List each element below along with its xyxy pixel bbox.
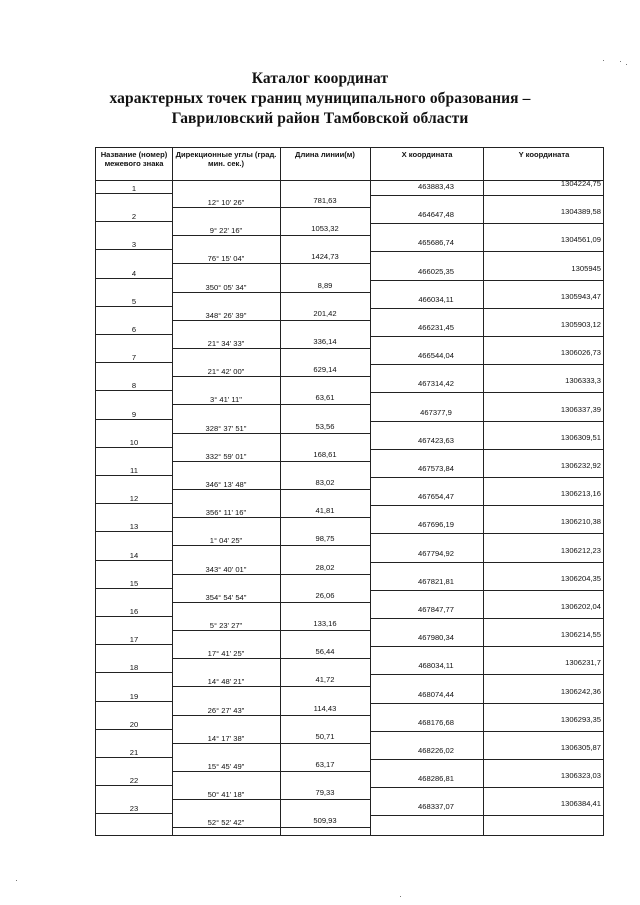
row-divider [96, 560, 172, 561]
line-length-value: 336,14 [313, 337, 337, 346]
row-divider [370, 533, 603, 534]
header-x-coordinate: X координата [401, 150, 453, 159]
y-coordinate-value: 1305945 [571, 263, 601, 273]
row-divider [370, 392, 603, 393]
direction-angle-value: 12° 10' 26" [207, 198, 245, 207]
y-coordinate-value: 1306309,51 [560, 432, 601, 442]
x-coordinate-value: 466025,35 [418, 266, 454, 276]
y-coordinate-value: 1306210,38 [560, 517, 601, 527]
row-divider [96, 644, 172, 645]
row-divider [96, 531, 172, 532]
row-divider [96, 672, 172, 673]
direction-angle-value: 50° 41' 18" [207, 790, 245, 800]
direction-angle-value: 9° 22' 16" [209, 226, 243, 236]
line-length-value: 201,42 [313, 308, 337, 318]
table-header-row [96, 148, 603, 181]
direction-angle-value: 346° 13' 48" [205, 480, 247, 489]
y-coordinate-value: 1306213,16 [560, 489, 601, 499]
row-divider [96, 475, 172, 476]
row-divider [172, 715, 370, 716]
direction-angle-value: 1° 04' 25" [209, 536, 243, 546]
point-number: 8 [131, 381, 137, 391]
direction-angle-value: 350° 05' 34" [205, 282, 247, 292]
row-divider [96, 306, 172, 307]
column-divider [172, 148, 173, 835]
point-number: 23 [129, 804, 139, 814]
row-divider [172, 827, 370, 828]
direction-angle-value: 76° 15' 04" [207, 254, 245, 264]
line-length-value: 8,89 [317, 280, 333, 290]
line-length-value: 41,72 [315, 675, 335, 685]
line-length-value: 63,61 [315, 393, 335, 403]
row-divider [172, 574, 370, 575]
x-coordinate-value: 467794,92 [418, 548, 454, 558]
point-number: 2 [131, 212, 137, 222]
row-divider [96, 419, 172, 420]
y-coordinate-value: 1305943,47 [560, 291, 601, 301]
row-divider [96, 616, 172, 617]
point-number: 4 [131, 268, 137, 278]
point-number: 21 [129, 748, 139, 757]
direction-angle-value: 14° 17' 38" [207, 733, 245, 743]
x-coordinate-value: 467821,81 [418, 576, 454, 586]
y-coordinate-value: 1306384,41 [560, 799, 601, 809]
row-divider [370, 308, 603, 309]
point-number: 3 [131, 240, 137, 250]
point-number: 14 [129, 550, 139, 560]
row-divider [172, 292, 370, 293]
x-coordinate-value: 466034,11 [418, 294, 454, 304]
row-divider [370, 251, 603, 252]
direction-angle-value: 328° 37' 51" [205, 423, 247, 433]
point-number: 5 [131, 296, 137, 306]
row-divider [172, 348, 370, 349]
row-divider [172, 263, 370, 264]
x-coordinate-value: 467423,63 [418, 435, 454, 445]
direction-angle-value: 17° 41' 25" [207, 649, 245, 659]
row-divider [370, 759, 603, 760]
row-divider [370, 280, 603, 281]
y-coordinate-value: 1306232,92 [560, 461, 601, 470]
row-divider [172, 207, 370, 208]
row-divider [370, 505, 603, 506]
row-divider [172, 433, 370, 434]
x-coordinate-value: 468176,68 [418, 717, 454, 727]
row-divider [370, 646, 603, 647]
x-coordinate-value: 467847,77 [418, 605, 454, 614]
line-length-value: 53,56 [315, 421, 335, 431]
row-divider [172, 545, 370, 546]
point-number: 18 [129, 663, 139, 673]
y-coordinate-value: 1306337,39 [560, 404, 601, 414]
x-coordinate-value: 468337,07 [418, 802, 454, 812]
row-divider [172, 404, 370, 405]
direction-angle-value: 15° 45' 49" [207, 762, 245, 771]
x-coordinate-value: 468226,02 [418, 746, 454, 755]
scan-speck [603, 60, 604, 61]
line-length-value: 114,43 [313, 703, 337, 713]
row-divider [370, 477, 603, 478]
row-divider [370, 449, 603, 450]
point-number: 7 [131, 353, 137, 363]
y-coordinate-value: 1306214,55 [560, 630, 601, 640]
row-divider [172, 489, 370, 490]
point-number: 15 [129, 578, 139, 588]
line-length-value: 133,16 [313, 619, 337, 628]
row-divider [370, 787, 603, 788]
line-length-value: 781,63 [313, 196, 337, 205]
direction-angle-value: 3° 41' 11" [210, 395, 242, 405]
row-divider [172, 799, 370, 800]
x-coordinate-value: 468074,44 [418, 689, 454, 699]
x-coordinate-value: 463883,43 [418, 182, 454, 191]
line-length-value: 1424,73 [311, 252, 339, 262]
row-divider [96, 757, 172, 758]
row-divider [172, 235, 370, 236]
y-coordinate-value: 1304389,58 [560, 207, 601, 217]
row-divider [96, 221, 172, 222]
y-coordinate-value: 1306333,3 [565, 376, 601, 386]
x-coordinate-value: 467377,9 [420, 407, 452, 417]
point-number: 6 [131, 325, 137, 334]
direction-angle-value: 21° 42' 00" [207, 367, 245, 377]
direction-angle-value: 354° 54' 54" [205, 592, 247, 602]
y-coordinate-value: 1306204,35 [560, 573, 601, 583]
row-divider [370, 731, 603, 732]
line-length-value: 28,02 [315, 562, 335, 572]
title-line-2: характерных точек границ муниципального образования – [109, 90, 531, 107]
point-number: 16 [129, 607, 139, 616]
row-divider [370, 674, 603, 675]
line-length-value: 83,02 [315, 478, 335, 487]
row-divider [172, 630, 370, 631]
point-number: 19 [129, 691, 139, 701]
row-divider [96, 588, 172, 589]
line-length-value: 509,93 [313, 816, 337, 826]
direction-angle-value: 348° 26' 39" [205, 310, 247, 320]
row-divider [370, 364, 603, 365]
line-length-value: 41,81 [315, 506, 335, 516]
y-coordinate-value: 1306202,04 [560, 602, 601, 611]
header-y-coordinate: Y координата [518, 150, 570, 159]
row-divider [172, 376, 370, 377]
y-coordinate-value: 1304561,09 [560, 235, 601, 245]
line-length-value: 629,14 [313, 365, 337, 375]
row-divider [172, 517, 370, 518]
row-divider [172, 320, 370, 321]
line-length-value: 56,44 [315, 647, 335, 657]
header-direction-angle: Дирекционные углы (град. мин. сек.) [175, 150, 277, 168]
y-coordinate-value: 1304224,75 [560, 179, 601, 188]
row-divider [96, 447, 172, 448]
row-divider [96, 503, 172, 504]
point-number: 20 [129, 719, 139, 729]
x-coordinate-value: 466544,04 [418, 351, 454, 361]
direction-angle-value: 14° 48' 21" [207, 677, 245, 687]
x-coordinate-value: 464647,48 [418, 210, 454, 220]
row-divider [172, 602, 370, 603]
title-line-3: Гавриловский район Тамбовской области [171, 110, 469, 127]
y-coordinate-value: 1306293,35 [560, 714, 601, 724]
x-coordinate-value: 468034,11 [418, 661, 454, 671]
row-divider [370, 815, 603, 816]
scan-speck [400, 896, 401, 897]
line-length-value: 63,17 [315, 760, 335, 769]
direction-angle-value: 52° 52' 42" [207, 818, 245, 828]
row-divider [172, 771, 370, 772]
row-divider [172, 743, 370, 744]
point-number: 17 [129, 635, 139, 645]
y-coordinate-value: 1306242,36 [560, 686, 601, 696]
scan-speck [16, 880, 17, 881]
row-divider [172, 686, 370, 687]
row-divider [96, 390, 172, 391]
direction-angle-value: 343° 40' 01" [205, 564, 247, 574]
point-number: 1 [131, 184, 137, 193]
y-coordinate-value: 1305903,12 [560, 320, 601, 329]
line-length-value: 168,61 [313, 449, 337, 459]
point-number: 22 [129, 776, 139, 786]
line-length-value: 79,33 [315, 788, 335, 798]
line-length-value: 26,06 [315, 590, 335, 600]
header-point-name: Название (номер) межевого знака [100, 150, 168, 168]
x-coordinate-value: 467654,47 [418, 492, 454, 502]
row-divider [370, 618, 603, 619]
y-coordinate-value: 1306323,03 [560, 771, 601, 781]
scan-speck [626, 64, 627, 65]
row-divider [370, 562, 603, 563]
y-coordinate-value: 1306231,7 [565, 658, 601, 668]
row-divider [370, 195, 603, 196]
row-divider [370, 421, 603, 422]
y-coordinate-value: 1306026,73 [560, 348, 601, 358]
point-number: 10 [129, 437, 139, 447]
row-divider [96, 249, 172, 250]
line-length-value: 98,75 [315, 534, 335, 544]
row-divider [96, 785, 172, 786]
x-coordinate-value: 467573,84 [418, 464, 454, 473]
x-coordinate-value: 467696,19 [418, 520, 454, 530]
row-divider [370, 703, 603, 704]
line-length-value: 1053,32 [311, 224, 339, 234]
point-number: 12 [129, 494, 139, 504]
direction-angle-value: 5° 23' 27" [209, 621, 243, 630]
x-coordinate-value: 466231,45 [418, 323, 454, 332]
row-divider [96, 278, 172, 279]
direction-angle-value: 356° 11' 16" [205, 508, 247, 518]
y-coordinate-value: 1306305,87 [560, 743, 601, 752]
row-divider [96, 334, 172, 335]
x-coordinate-value: 467980,34 [418, 633, 454, 643]
y-coordinate-value: 1306212,23 [560, 545, 601, 555]
point-number: 9 [131, 409, 137, 419]
row-divider [172, 658, 370, 659]
direction-angle-value: 26° 27' 43" [207, 705, 245, 715]
line-length-value: 50,71 [315, 731, 335, 741]
row-divider [370, 336, 603, 337]
row-divider [370, 223, 603, 224]
row-divider [96, 729, 172, 730]
point-number: 13 [129, 522, 139, 532]
row-divider [370, 590, 603, 591]
row-divider [96, 362, 172, 363]
row-divider [96, 193, 172, 194]
direction-angle-value: 21° 34' 33" [207, 339, 245, 348]
direction-angle-value: 332° 59' 01" [205, 451, 247, 461]
x-coordinate-value: 467314,42 [418, 379, 454, 389]
row-divider [96, 701, 172, 702]
title-line-1: Каталог координат [251, 70, 389, 87]
row-divider [172, 461, 370, 462]
coordinate-catalog-table [95, 147, 604, 836]
header-line-length: Длина линии(м) [295, 150, 355, 159]
x-coordinate-value: 465686,74 [418, 238, 454, 248]
x-coordinate-value: 468286,81 [418, 774, 454, 784]
scan-speck [620, 61, 621, 62]
point-number: 11 [130, 466, 138, 475]
row-divider [96, 813, 172, 814]
